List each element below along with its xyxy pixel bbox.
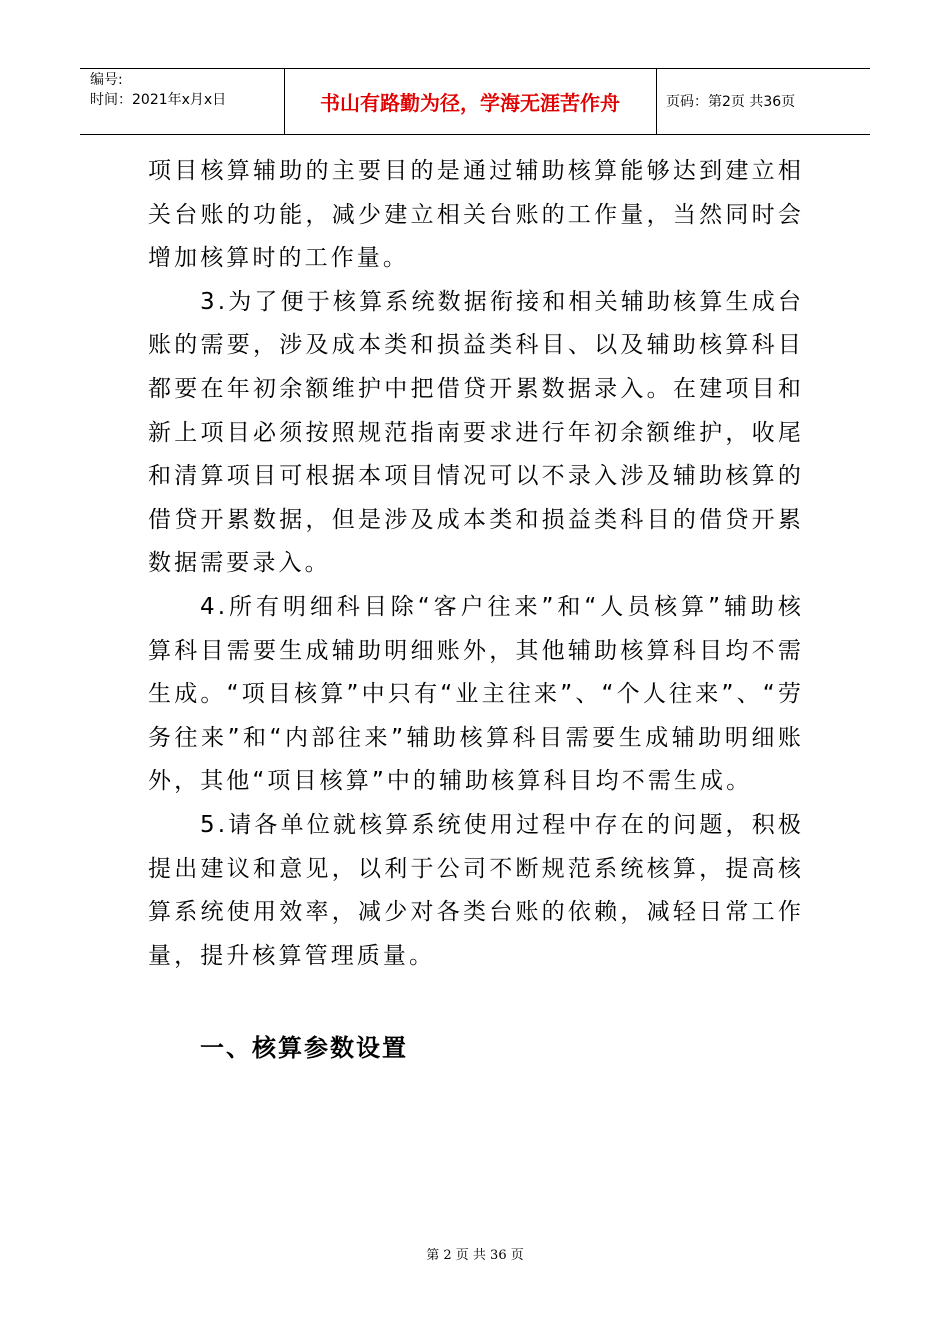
header-number-label: 编号: xyxy=(90,72,123,88)
header-bottom-rule xyxy=(80,134,870,135)
body-paragraph: 5.请各单位就核算系统使用过程中存在的问题，积极提出建议和意见，以利于公司不断规范系统核算，提高核算系统使用效率，减少对各类台账的依赖，减轻日常工作量，提升核算管理质量。 xyxy=(148,811,804,969)
header-page-info: 页码：第2页 共36页 xyxy=(666,94,796,110)
header-time-label: 时间：2021年x月x日 xyxy=(90,92,227,108)
body-paragraph: 4.所有明细科目除“客户往来”和“人员核算”辅助核算科目需要生成辅助明细账外，其他辅助核算科目均不需生成。“项目核算”中只有“业主往来”、“个人往来”、“劳务往来”和“内部往来”辅助核算科目需要生成辅助明细账外，其他“项目核算”中的辅助核算科目均不需生成。 xyxy=(148,593,804,795)
body-paragraph: 3.为了便于核算系统数据衔接和相关辅助核算生成台账的需要，涉及成本类和损益类科目、以及辅助核算科目都要在年初余额维护中把借贷开累数据录入。在建项目和新上项目必须按照规范指南要求进行年初余额维护，收尾和清算项目可根据本项目情况可以不录入涉及辅助核算的借贷开累数据，但是涉及成本类和损益类科目的借贷开累数据需要录入。 xyxy=(148,288,804,577)
header-meta xyxy=(90,70,282,110)
section-heading: 一、核算参数设置 xyxy=(200,1034,408,1062)
body-text xyxy=(148,150,804,978)
header-motto: 书山有路勤为径，学海无涯苦作舟 xyxy=(320,90,620,115)
header-divider xyxy=(656,68,657,134)
page-footer: 第 2 页 共 36 页 xyxy=(426,1248,524,1263)
body-paragraph: 项目核算辅助的主要目的是通过辅助核算能够达到建立相关台账的功能，减少建立相关台账的工作量，当然同时会增加核算时的工作量。 xyxy=(148,158,804,272)
